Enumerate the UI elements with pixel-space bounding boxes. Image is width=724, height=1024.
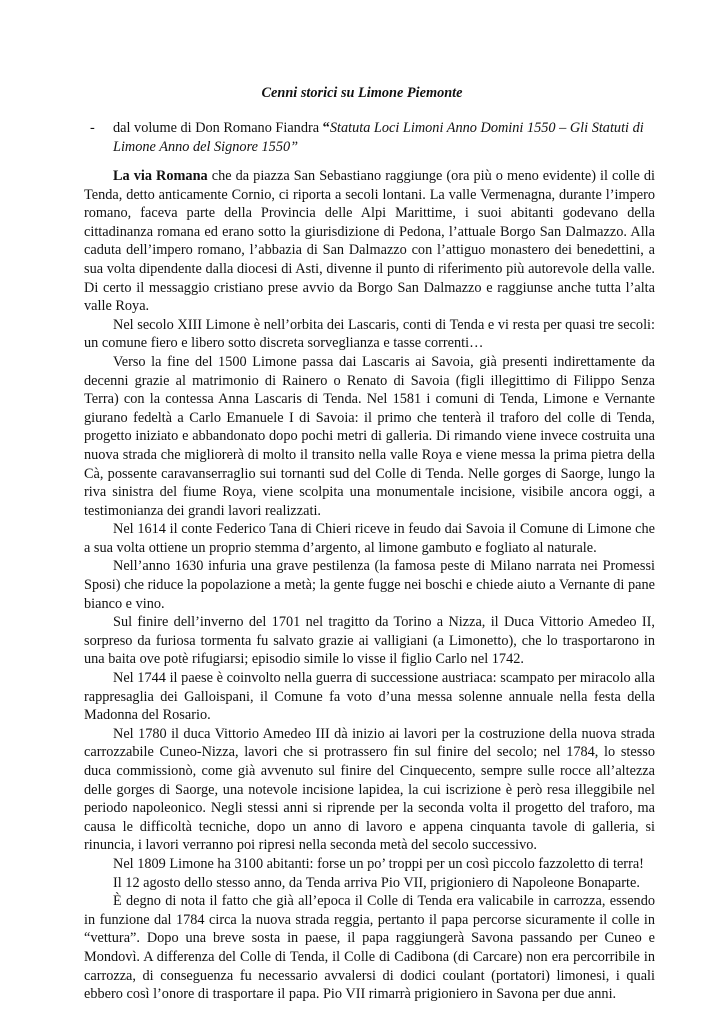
paragraph [84, 855, 655, 874]
paragraph-text: che da piazza San Sebastiano raggiunge (ora più o meno evidente) il colle di Tenda, detto anticamente Cornio, ci riporta a secoli lontani. La valle Vermenagna, durante l’impero romano, faceva parte della Provincia delle Alpi Marittime, i suoi abitanti godevano della cittadinanza romana ed erano sotto la giurisdizione di Pedona, l’attuale Borgo San Dalmazzo. Alla caduta dell’impero romano, l’abbazia di San Dalmazzo con l’attiguo monastero dei benedettini, a sua volta dipendente dalla diocesi di Asti, divenne il punto di riferimento più autorevole della valle. Di certo il messaggio cristiano prese avvio da Borgo San Dalmazzo e raggiunse anche tutta l’alta valle Roya. [84, 168, 655, 315]
paragraph [84, 167, 655, 316]
paragraph [84, 874, 655, 893]
paragraph [84, 353, 655, 520]
paragraph-text: Nel 1780 il duca Vittorio Amedeo III dà inizio ai lavori per la costruzione della nuova strada carrozzabile Cuneo-Nizza, lavori che si protrassero fin sul finire del secolo; nel 1784, lo stesso duca commissionò, come già avvenuto sul finire del Cinquecento, sempre sulle rocce all’altezza delle gorges di Saorge, una notevole incisione lapidea, la cui iscrizione è però resa illeggibile nel periodo napoleonico. Negli stessi anni si riprende per la seconda volta il progetto del traforo, ma causa le difficoltà tecniche, dopo un anno di lavoro e appena cinquanta tavole di galleria, si rinuncia, i lavori verranno poi ripresi nella seconda metà del secolo successivo. [84, 725, 655, 854]
source-citation [90, 119, 658, 156]
source-quote-open: “ [322, 120, 330, 136]
paragraph [84, 520, 655, 557]
paragraph [84, 316, 655, 353]
source-text [113, 119, 658, 156]
paragraph-text: Nel secolo XIII Limone è nell’orbita dei Lascaris, conti di Tenda e vi resta per quasi tre secoli: un comune fiero e libero sotto discreta sorveglianza e tasse correnti… [84, 316, 655, 352]
paragraph [84, 892, 655, 1004]
paragraph-text: Verso la fine del 1500 Limone passa dai Lascaris ai Savoia, già presenti indirettamente da decenni grazie al matrimonio di Rainero o Renato di Savoia (figli illegittimo di Filippo Senza Terra) con la contessa Anna Lascaris di Tenda. Nel 1581 i comuni di Tenda, Limone e Vernante giurano fedeltà a Carlo Emanuele I di Savoia: il primo che tenterà il traforo del colle di Tenda, progetto iniziato e abbandonato dopo pochi metri di galleria. Di rimando viene invece costruita una nuova strada che migliorerà di molto il transito nella valle Roya e viene messa la prima pietra della Cà, possente caravanserraglio sui tornanti sud del Colle di Tenda. Nelle gorges di Saorge, lungo la riva sinistra del fiume Roya, viene scolpita una monumentale incisione, visibile ancora oggi, a testimonianza dei grandi lavori realizzati. [84, 353, 655, 519]
paragraph [84, 613, 655, 669]
source-book-title: Statuta Loci Limoni Anno Domini 1550 – Gli Statuti di Limone Anno del Signore 1550” [113, 120, 644, 155]
paragraph-text: Il 12 agosto dello stesso anno, da Tenda arriva Pio VII, prigioniero di Napoleone Bonaparte. [113, 874, 640, 891]
paragraph-text: Nel 1614 il conte Federico Tana di Chieri riceve in feudo dai Savoia il Comune di Limone che a sua volta ottiene un proprio stemma d’argento, al limone gambuto e fogliato al naturale. [84, 521, 655, 556]
paragraph-lead: La via Romana [113, 168, 208, 184]
paragraph-text: Sul finire dell’inverno del 1701 nel tragitto da Torino a Nizza, il Duca Vittorio Amedeo II, sorpreso da furiosa tormenta fu salvato grazie ai valligiani (a Limonetto), che lo trasportarono in una baita ove potè rifugiarsi; episodio simile lo visse il figlio Carlo nel 1742. [84, 614, 655, 668]
list-dash: - [90, 120, 95, 136]
paragraph [84, 669, 655, 725]
document-title: Cenni storici su Limone Piemonte [261, 85, 463, 101]
paragraph [84, 725, 655, 855]
paragraph [84, 557, 655, 613]
paragraph-text: Nel 1744 il paese è coinvolto nella guerra di successione austriaca: scampato per miracolo alla rappresaglia dei Galloispani, il Comune fa voto d’una messa solenne annuale nella festa della Madonna del Rosario. [84, 670, 655, 724]
body-text [84, 167, 655, 1004]
source-prefix: dal volume di Don Romano Fiandra [113, 120, 323, 136]
paragraph-text: Nel 1809 Limone ha 3100 abitanti: forse un po’ troppi per un così piccolo fazzoletto di terra! [113, 855, 644, 872]
paragraph-text: È degno di nota il fatto che già all’epoca il Colle di Tenda era valicabile in carrozza, essendo in funzione dal 1784 circa la nuova strada reggia, pertanto il papa percorse sicuramente il colle in “vettura”. Dopo una breve sosta in paese, il papa raggiungerà Savona passando per Cuneo e Mondovì. A differenza del Colle di Tenda, il Colle di Cadibona (di Carcare) non era percorribile in carrozza, di conseguenza fu necessario avvalersi di dodici coulant (portatori) limonesi, i quali ebbero così l’onore di trasportare il papa. Pio VII rimarrà prigioniero in Savona per due anni. [84, 893, 655, 1003]
paragraph-text: Nell’anno 1630 infuria una grave pestilenza (la famosa peste di Milano narrata nei Promessi Sposi) che riduce la popolazione a metà; la gente fugge nei boschi e chiede aiuto a Vernante di pane bianco e vino. [84, 558, 655, 612]
